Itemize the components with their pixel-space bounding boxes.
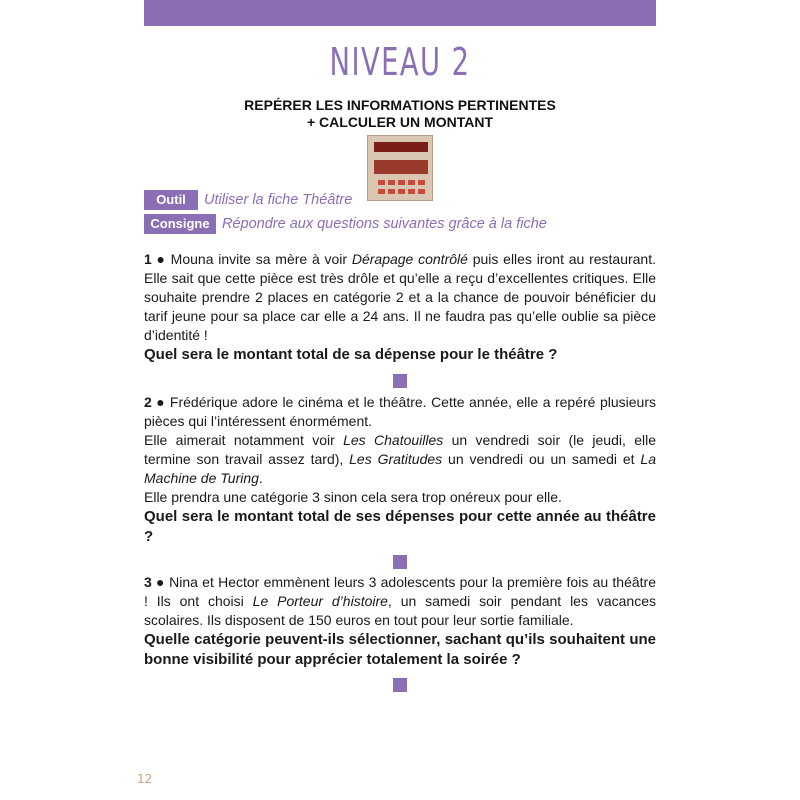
thumbnail-block xyxy=(408,189,415,194)
question-1 xyxy=(144,250,656,365)
thumbnail-block xyxy=(378,189,385,194)
thumbnail-block xyxy=(418,189,425,194)
thumbnail-middle-band xyxy=(374,160,428,174)
question-text-segment: un vendredi soir (le jeudi, elle termine son travail assez tard), xyxy=(144,432,656,467)
question-number: 1 ● xyxy=(144,251,166,267)
question-text-segment: puis elles iront au restaurant. Elle sait que cette pièce est très drôle et qu’elle a reçu d’excellentes critiques. Elle souhaite prendre 2 places en catégorie 2 et a la chance de pouvoir bénéficier du tarif jeune pour sa place car elle a 24 ans. Il ne faudra pas qu’elle oublie sa pièce d’identité ! xyxy=(144,251,656,343)
top-color-bar xyxy=(144,0,656,26)
question-text-segment: . xyxy=(258,470,263,486)
question-2-ask: Quel sera le montant total de ses dépenses pour cette année au théâtre ? xyxy=(144,508,656,545)
play-title: La Machine de Turing xyxy=(144,451,656,486)
subtitle-line-2: + CALCULER UN MONTANT xyxy=(306,114,493,130)
question-2-text-3: Elle prendra une catégorie 3 sinon cela sera trop onéreux pour elle. xyxy=(144,489,562,505)
thumbnail-block xyxy=(388,180,395,185)
play-title: Les Gratitudes xyxy=(349,451,443,467)
theatre-sheet-thumbnail xyxy=(367,135,433,201)
separator-square xyxy=(393,555,407,569)
instruction-label: Consigne xyxy=(144,214,216,234)
question-text-segment: Nina et Hector emmènent leurs 3 adolescents pour la première fois au théâtre ! Ils ont choisi xyxy=(144,574,656,609)
question-2 xyxy=(144,393,656,547)
section-subtitle xyxy=(0,97,800,131)
separator-square xyxy=(393,374,407,388)
thumbnail-block xyxy=(418,180,425,185)
question-number: 2 ● xyxy=(144,394,166,410)
tool-text: Utiliser la fiche Théâtre xyxy=(204,192,353,208)
question-1-text xyxy=(144,250,656,345)
page-number: 12 xyxy=(137,772,153,786)
play-title: Le Porteur d’histoire xyxy=(252,593,388,609)
play-title: Dérapage contrôlé xyxy=(351,251,468,267)
question-3 xyxy=(144,573,656,670)
tool-label: Outil xyxy=(144,190,198,210)
question-text-segment: , un samedi soir pendant les vacances scolaires. Ils disposent de 150 euros en tout pour leur sortie familiale. xyxy=(144,593,656,628)
question-text-segment: un vendredi ou un samedi et xyxy=(442,451,641,467)
thumbnail-header-band xyxy=(374,142,428,152)
question-text-segment: Frédérique adore le cinéma et le théâtre. Cette année, elle a repéré plusieurs pièces qui l’intéressent énormément. xyxy=(144,394,656,429)
question-2-text-2 xyxy=(144,431,656,488)
thumbnail-block xyxy=(378,180,385,185)
question-3-text xyxy=(144,573,656,630)
thumbnail-block xyxy=(408,180,415,185)
question-2-text xyxy=(144,393,656,431)
question-text-segment: Mouna invite sa mère à voir xyxy=(165,251,352,267)
tool-row xyxy=(144,190,352,210)
question-1-ask: Quel sera le montant total de sa dépense pour le théâtre ? xyxy=(144,346,558,363)
play-title: Les Chatouilles xyxy=(343,432,444,448)
question-text-segment: Elle aimerait notamment voir xyxy=(144,432,344,448)
instruction-text: Répondre aux questions suivantes grâce à la fiche xyxy=(222,216,547,232)
question-3-ask: Quelle catégorie peuvent-ils sélectionner, sachant qu’ils souhaitent une bonne visibilité pour apprécier totalement la soirée ? xyxy=(144,631,656,668)
thumbnail-block xyxy=(398,180,405,185)
level-title: NIVEAU 2 xyxy=(329,40,471,84)
thumbnail-block xyxy=(398,189,405,194)
subtitle-line-1: REPÉRER LES INFORMATIONS PERTINENTES xyxy=(244,97,556,113)
thumbnail-block xyxy=(388,189,395,194)
separator-square xyxy=(393,678,407,692)
instruction-row xyxy=(144,214,547,234)
question-number: 3 ● xyxy=(144,574,165,590)
